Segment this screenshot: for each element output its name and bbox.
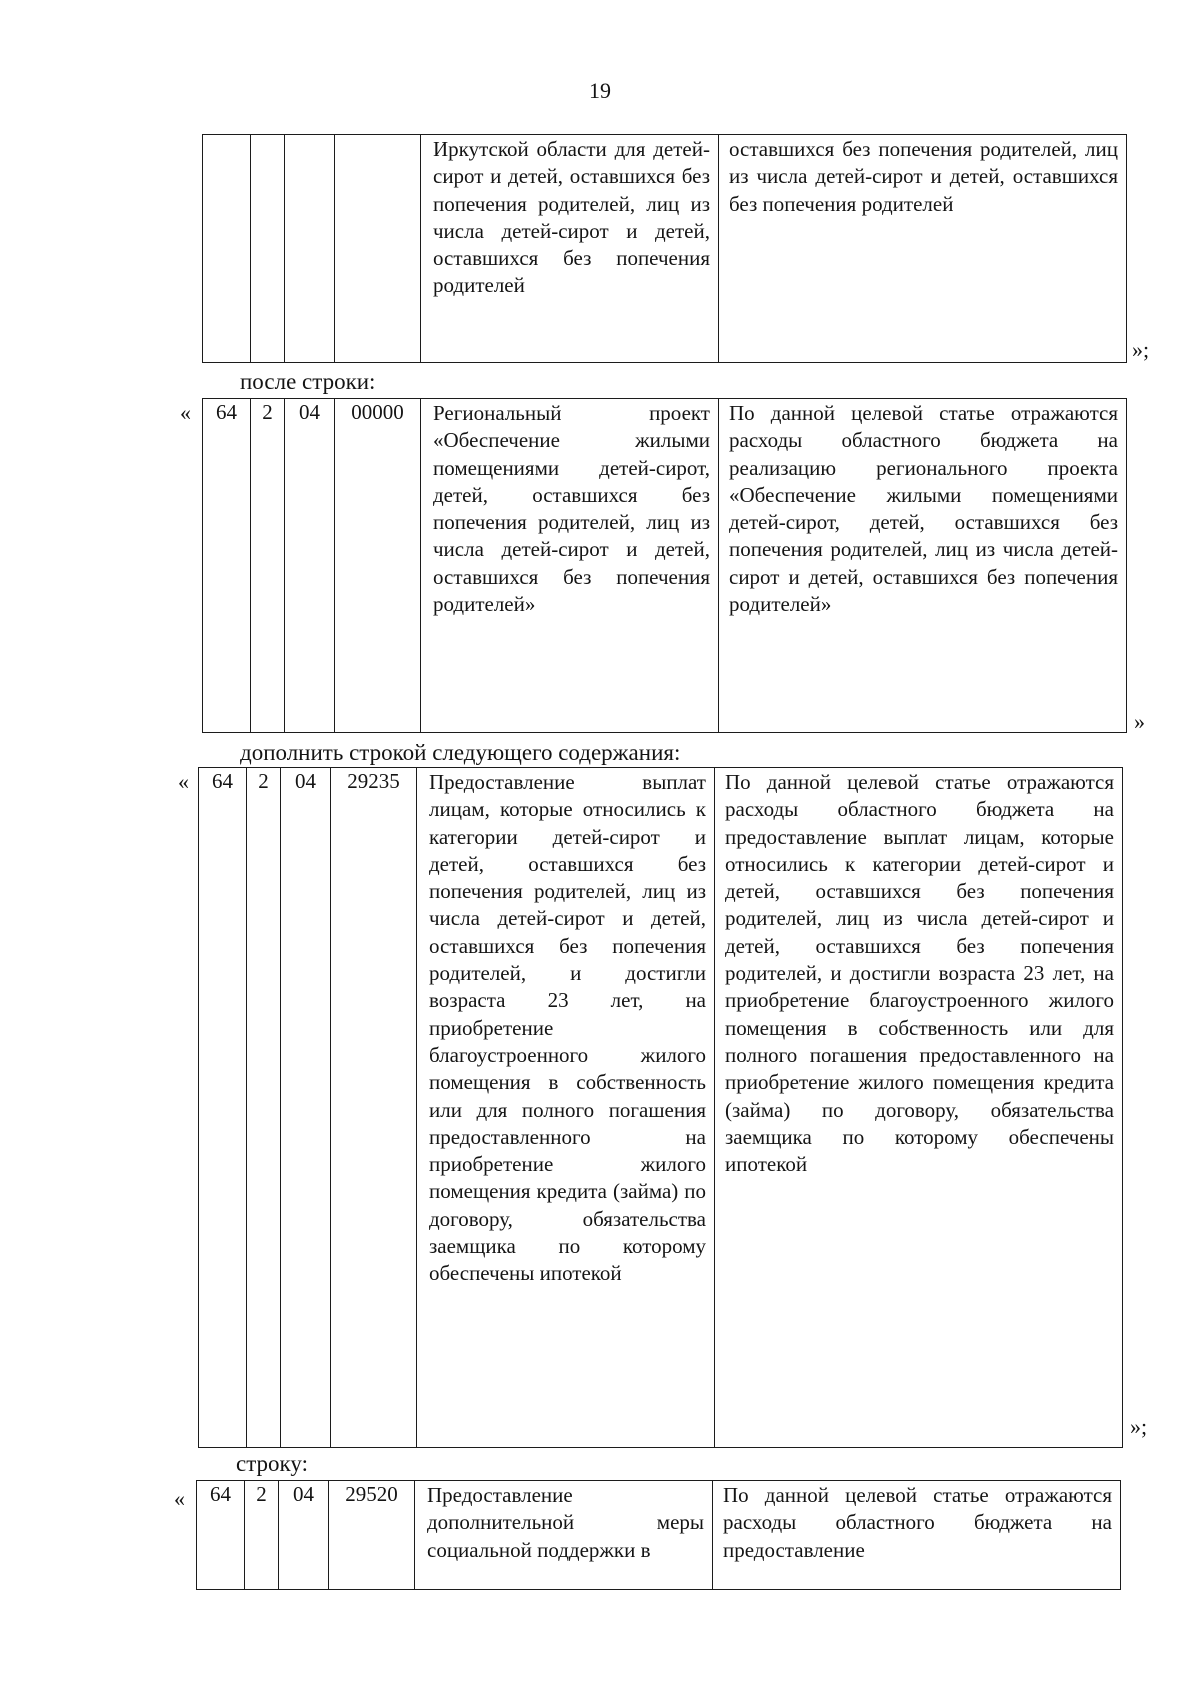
open-quote-mark: «	[178, 769, 189, 794]
table-row	[199, 768, 1123, 1448]
page-number: 19	[589, 78, 611, 103]
cell-event-code: 04	[285, 399, 335, 733]
cell-article-description: По данной целевой статье отражаются расходы областного бюджета на предоставление	[713, 1481, 1121, 1590]
close-quote-mark: »;	[1130, 1414, 1148, 1439]
cell-article-description: По данной целевой статье отражаются расходы областного бюджета на предоставление выплат лицам, которые относились к категории детей-сирот и детей, оставшихся без попечения родителей, лиц из числа детей-сирот и детей, оставшихся без попечения родителей, и достигли возраста 23 лет, на приобретение благоустроенного жилого помещения в собственность или для полного погашения предоставленного на приобретение жилого помещения кредита (займа) по договору, обязательства заемщика по которому обеспечены ипотекой	[715, 768, 1123, 1448]
table-row	[203, 135, 1127, 363]
heading-add-row: дополнить строкой следующего содержания:	[240, 740, 681, 765]
cell-subprogram-code: 2	[245, 1481, 279, 1590]
cell-event-code: 04	[281, 768, 331, 1448]
cell-program-code: 64	[199, 768, 247, 1448]
cell-article-name: Предоставление выплат лицам, которые относились к категории детей-сирот и детей, оставшихся без попечения родителей, лиц из числа детей-сирот и детей, оставшихся без попечения родителей, и достигли возраста 23 лет, на приобретение благоустроенного жилого помещения в собственность или для полного погашения предоставленного на приобретение жилого помещения кредита (займа) по договору, обязательства заемщика по которому обеспечены ипотекой	[417, 768, 715, 1448]
open-quote-mark: «	[174, 1486, 185, 1511]
table-block-row-to-replace	[196, 1480, 1121, 1590]
cell-direction-code	[335, 135, 421, 363]
cell-article-description: оставшихся без попечения родителей, лиц из числа детей-сирот и детей, оставшихся без попечения родителей	[719, 135, 1127, 363]
table-row	[203, 399, 1127, 733]
table-block-new-row	[198, 767, 1123, 1448]
cell-article-name: Иркутской области для детей-сирот и детей, оставшихся без попечения родителей, лиц из числа детей-сирот и детей, оставшихся без попечения родителей	[421, 135, 719, 363]
cell-direction-code: 00000	[335, 399, 421, 733]
cell-event-code	[285, 135, 335, 363]
cell-article-name: Предоставление дополнительной меры социальной поддержки в	[415, 1481, 713, 1590]
cell-direction-code: 29520	[329, 1481, 415, 1590]
table-block-regional-project	[202, 398, 1127, 733]
heading-after-row: после строки:	[240, 369, 376, 394]
cell-article-description: По данной целевой статье отражаются расходы областного бюджета на реализацию регионального проекта «Обеспечение жилыми помещениями детей-сирот, детей, оставшихся без попечения родителей, лиц из числа детей-сирот и детей, оставшихся без попечения родителей»	[719, 399, 1127, 733]
cell-event-code: 04	[279, 1481, 329, 1590]
open-quote-mark: «	[180, 400, 191, 425]
cell-program-code: 64	[197, 1481, 245, 1590]
cell-program-code: 64	[203, 399, 251, 733]
cell-program-code	[203, 135, 251, 363]
heading-row: строку:	[236, 1451, 308, 1476]
cell-subprogram-code	[251, 135, 285, 363]
close-quote-mark: »	[1134, 709, 1145, 734]
cell-article-name: Региональный проект «Обеспечение жилыми помещениями детей-сирот, детей, оставшихся без попечения родителей, лиц из числа детей-сирот и детей, оставшихся без попечения родителей»	[421, 399, 719, 733]
close-quote-mark: »;	[1132, 337, 1150, 362]
cell-direction-code: 29235	[331, 768, 417, 1448]
table-row	[197, 1481, 1121, 1590]
table-block-continuation	[202, 134, 1127, 363]
cell-subprogram-code: 2	[247, 768, 281, 1448]
cell-subprogram-code: 2	[251, 399, 285, 733]
